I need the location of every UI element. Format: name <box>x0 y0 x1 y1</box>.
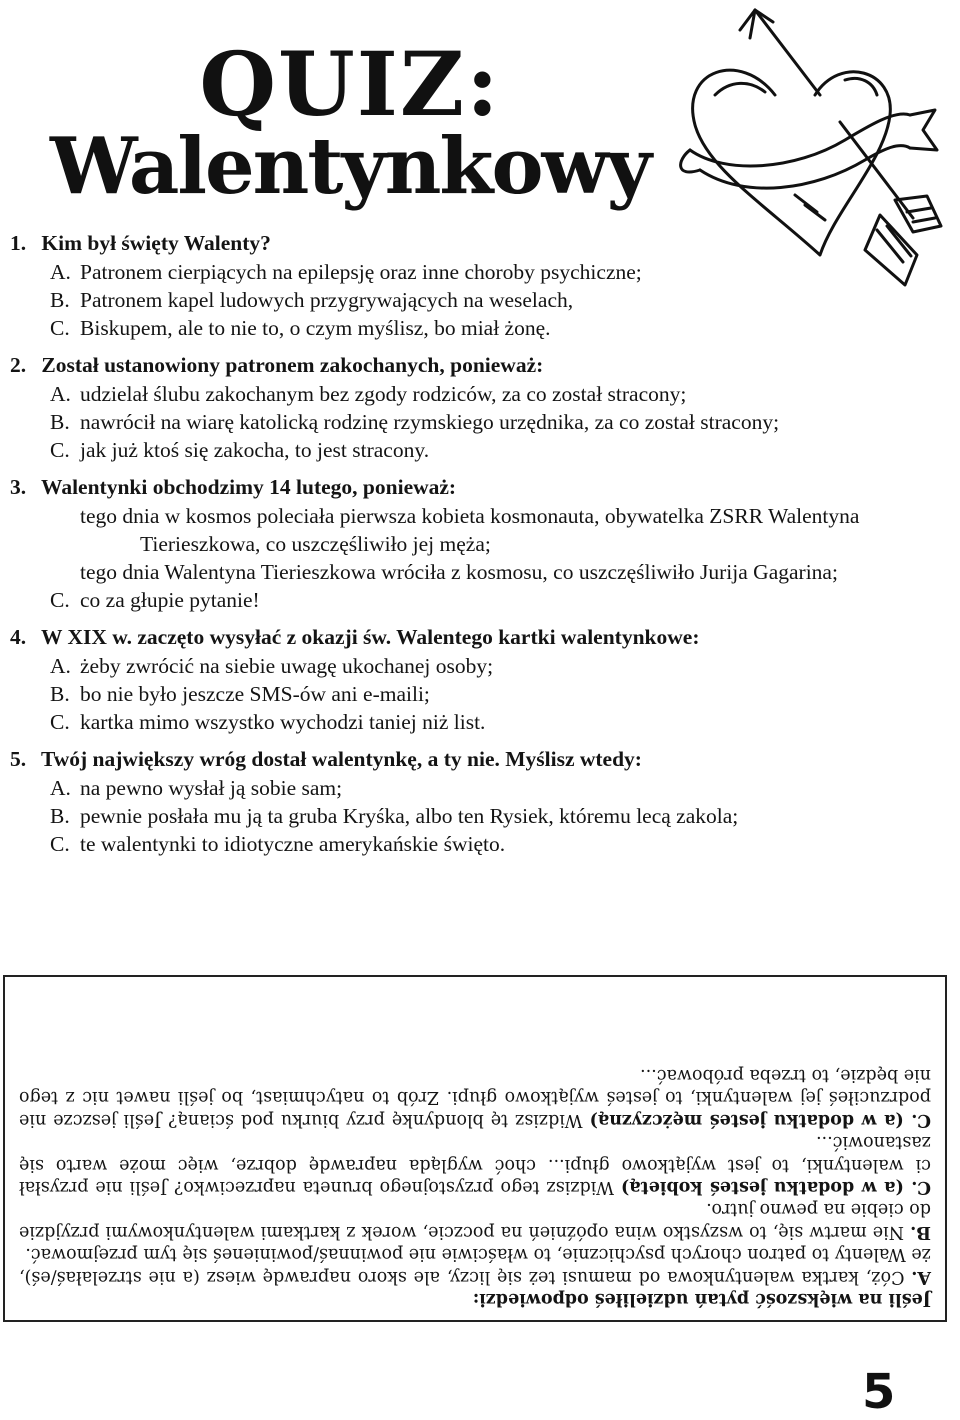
option-letter: C. <box>50 316 70 340</box>
answer-a-letter: A. <box>911 1266 931 1287</box>
question-3 <box>10 472 920 614</box>
option-text: Biskupem, ale to nie to, o czym myślisz, bo miał żonę. <box>80 316 551 340</box>
question-number: 2. <box>10 353 27 377</box>
answer-key-upside-down <box>19 987 931 1310</box>
option-text: bo nie było jeszcze SMS-ów ani e-maili; <box>80 682 430 706</box>
option-text: udzielał ślubu zakochanym bez zgody rodziców, za co został stracony; <box>80 382 687 406</box>
answer-c-man <box>19 1064 931 1131</box>
option-text: jak już ktoś się zakocha, to jest stracony. <box>80 438 430 462</box>
option-letter: A. <box>50 382 71 406</box>
option-letter: A. <box>50 654 71 678</box>
option-text: żeby zwrócić na siebie uwagę ukochanej osoby; <box>80 654 494 678</box>
option-letter: C. <box>50 588 70 612</box>
option-letter <box>50 558 80 586</box>
option-letter: B. <box>50 410 70 434</box>
quiz-subtitle: Walentynkowy <box>50 121 650 212</box>
option-letter: C. <box>50 832 70 856</box>
option-text: Patronem kapel ludowych przygrywających na weselach, <box>80 288 574 312</box>
option-letter <box>50 502 80 530</box>
option-letter: A. <box>50 260 71 284</box>
quiz-title: QUIZ: <box>199 32 501 136</box>
option-text: tego dnia w kosmos poleciała pierwsza kobieta kosmonauta, obywatelka ZSRR Walentyna Tierieszkowa, co uszczęśliwiło jej męża; <box>80 504 860 556</box>
answer-key-heading: Jeśli na większość pytań udzieliłeś odpowiedzi: <box>472 1289 931 1309</box>
option-text: pewnie posłała mu ją ta gruba Kryśka, albo ten Rysiek, któremu lecą zakola; <box>80 804 739 828</box>
question-text: Walentynki obchodzimy 14 lutego, ponieważ: <box>41 475 457 499</box>
answer-c-woman-label: C. (a w dodatku jesteś kobietą) <box>620 1176 931 1197</box>
answer-c-man-label: C. (a w dodatku jesteś mężczyzną) <box>589 1109 931 1130</box>
option-letter: B. <box>50 804 70 828</box>
question-text: Kim był święty Walenty? <box>41 231 271 255</box>
option-letter: B. <box>50 682 70 706</box>
question-4 <box>10 622 920 736</box>
question-1 <box>10 228 920 342</box>
option-text: co za głupie pytanie! <box>80 588 260 612</box>
quiz-questions <box>10 228 920 858</box>
option-letter: A. <box>50 776 71 800</box>
answer-b <box>19 1198 931 1243</box>
answer-key-box <box>3 975 947 1322</box>
question-text: Twój największy wróg dostał walentynkę, a ty nie. Myślisz wtedy: <box>41 747 642 771</box>
question-number: 5. <box>10 747 27 771</box>
question-2 <box>10 350 920 464</box>
option-text: na pewno wysłał ją sobie sam; <box>80 776 343 800</box>
answer-c-man-text: Widzisz tę blondynkę przy biurku pod ścianą? Jeśli jeszcze nie podrzuciłeś jej walentynki, to jesteś wyjątkowo głupi. Zrób to natychmiast, bo jeśli nawet nic z tego nie będzie, to trzeba próbować... <box>19 1064 931 1130</box>
question-number: 1. <box>10 231 27 255</box>
answer-a <box>19 1243 931 1288</box>
option-text: tego dnia Walentyna Tierieszkowa wróciła z kosmosu, co uszczęśliwiło Jurija Gagarina; <box>80 560 838 584</box>
question-5 <box>10 744 920 858</box>
option-text: kartka mimo wszystko wychodzi taniej niż list. <box>80 710 486 734</box>
answer-a-text: Cóż, kartka walentynkowa od mamusi też się liczy, ale skoro naprawdę wiesz (a nie strzelałaś/eś), że Walenty to patron chorych psychicznie, to właściwie nie powinnaś/powinieneś się tym przejmować. <box>19 1244 931 1287</box>
question-number: 4. <box>10 625 27 649</box>
answer-b-text: Nie martw się, to wszystko wina opóźnień na poczcie, worek z kartkami walentynkowymi przyjdzie do ciebie na pewno jutro. <box>19 1199 931 1242</box>
question-text: W XIX w. zaczęto wysyłać z okazji św. Walentego kartki walentynkowe: <box>41 625 700 649</box>
question-text: Został ustanowiony patronem zakochanych, ponieważ: <box>41 353 544 377</box>
answer-b-letter: B. <box>910 1221 931 1242</box>
page-number: 5 <box>862 1364 896 1420</box>
option-letter: B. <box>50 288 70 312</box>
option-text: Patronem cierpiących na epilepsję oraz inne choroby psychiczne; <box>80 260 642 284</box>
option-letter: C. <box>50 438 70 462</box>
option-letter: C. <box>50 710 70 734</box>
answer-c-woman-text: Widzisz tego przystojnego bruneta naprzeciwko? Jeśli nie przysłał ci walentynki, to jest wyjątkowo głupi... choć wygląda naprawdę dobrze, więc może warto się zastanowić... <box>19 1132 931 1197</box>
option-text: nawrócił na wiarę katolicką rodzinę rzymskiego urzędnika, za co został stracony; <box>80 410 780 434</box>
answer-c-woman <box>19 1131 931 1198</box>
question-number: 3. <box>10 475 27 499</box>
option-text: te walentynki to idiotyczne amerykańskie święto. <box>80 832 506 856</box>
